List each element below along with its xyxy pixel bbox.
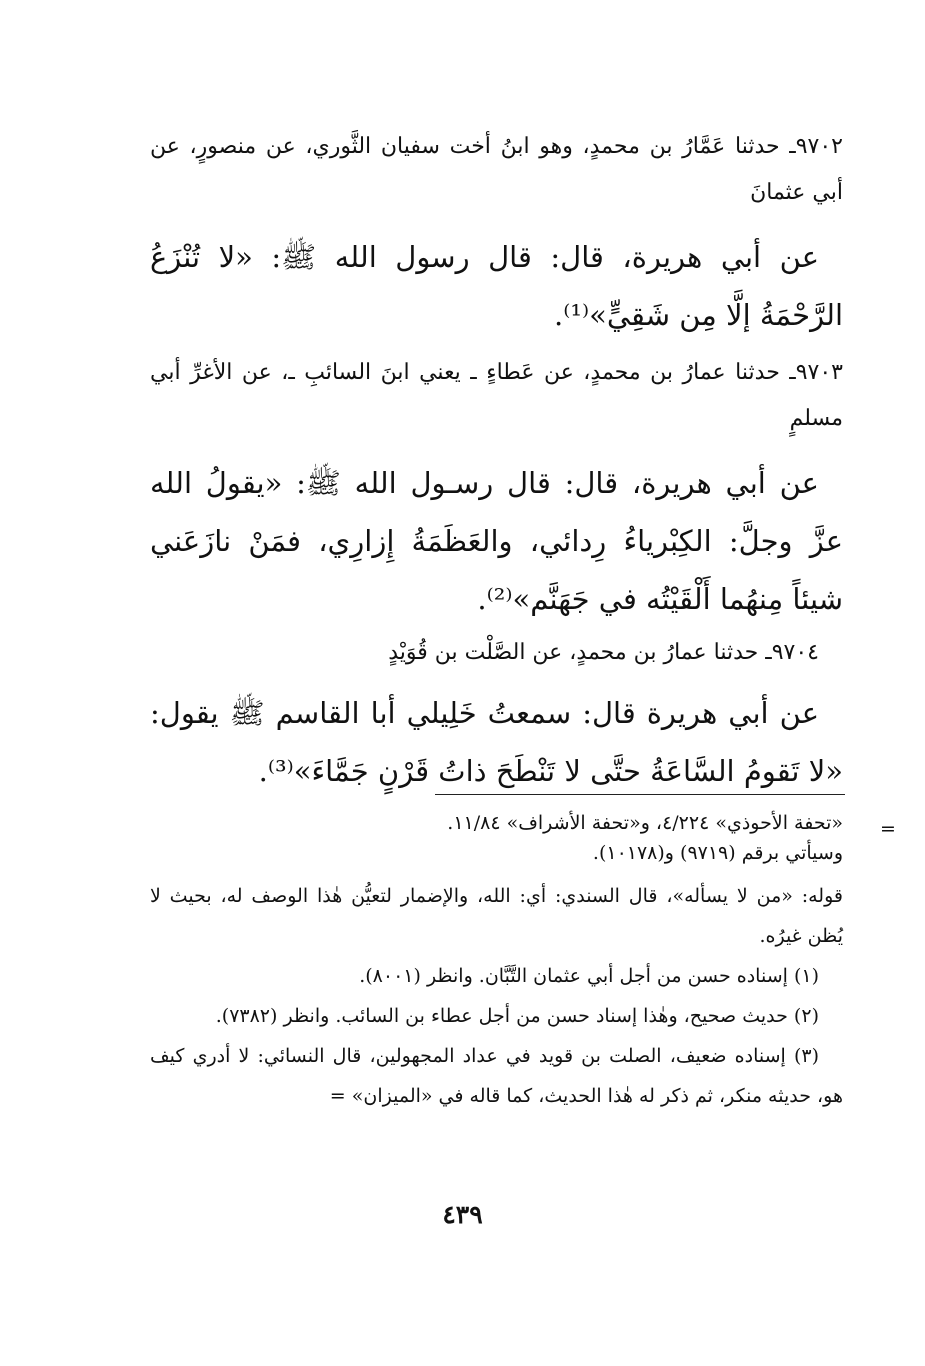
footnote-continuation-line2: وسيأتي برقم (٩٧١٩) و(١٠١٧٨). [592,842,843,864]
footnote-1: (١) إسناده حسن من أجل أبي عثمان التَّبَّان. وانظر (٨٠٠١). [359,965,819,987]
page-number: ٤٣٩ [442,1200,483,1229]
hadith-9704 [150,630,843,800]
hadith-9702-isnad: ٩٧٠٢ـ حدثنا عَمَّارُ بن محمدٍ، وهو ابنُ أخت سفيان الثَّوري، عن منصورٍ، عن أبي عثمانَ [150,134,843,205]
footnote-commentary: قوله: «من لا يسأله»، قال السندي: أي: الله، والإضمار لتعيُّن هٰذا الوصف له، بحيث لا يُظن غيرُه. [150,885,843,947]
hadith-9702 [150,124,843,344]
hadith-9704-matn: عن أبي هريرة قال: سمعتُ خَلِيلي أبا القاسم ﷺ يقول: «لا تَقومُ السَّاعَةُ حتَّى لا تَنْطَحَ ذاتُ قَرْنٍ جَمَّاءَ»⁽³⁾. [150,696,843,788]
footnote-separator [435,794,845,795]
footnote-2: (٢) حديث صحيح، وهٰذا إسناد حسن من أجل عطاء بن السائب. وانظر (٧٣٨٢). [215,1005,819,1027]
footnote-continuation-line1: «تحفة الأحوذي» ٤/٢٢٤، و«تحفة الأشراف» ١١/٨٤. [447,812,843,834]
footnotes [150,808,843,1116]
hadith-9704-isnad: ٩٧٠٤ـ حدثنا عمارُ بن محمدٍ، عن الصَّلْت بن قُوَيْدٍ [388,640,819,665]
hadith-9703 [150,350,843,628]
footnote-3: (٣) إسناده ضعيف، الصلت بن قويد في عداد المجهولين، قال النسائي: لا أدري كيف هو، حديثه منكر، ثم ذكر له هٰذا الحديث، كما قاله في «الميزان» = [150,1045,843,1107]
hadith-9703-isnad: ٩٧٠٣ـ حدثنا عمارُ بن محمدٍ، عن عَطاءٍ ـ يعني ابنَ السائبِ ـ، عن الأغرِّ أبي مسلمٍ [150,360,843,431]
continuation-mark: = [880,818,896,840]
hadith-9702-matn: عن أبي هريرة، قال: قال رسول الله ﷺ: «لا تُنْزَعُ الرَّحْمَةُ إلَّا مِن شَقِيٍّ»⁽¹⁾. [150,240,843,332]
hadith-9703-matn: عن أبي هريرة، قال: قال رسـول الله ﷺ: «يقولُ الله عزَّ وجلَّ: الكِبْرياءُ رِدائي، والعَظَمَةُ إِزارِي، فمَنْ نازَعَني شيئاً مِنهُما أَلْقَيْتُه في جَهَنَّم»⁽²⁾. [150,466,843,616]
